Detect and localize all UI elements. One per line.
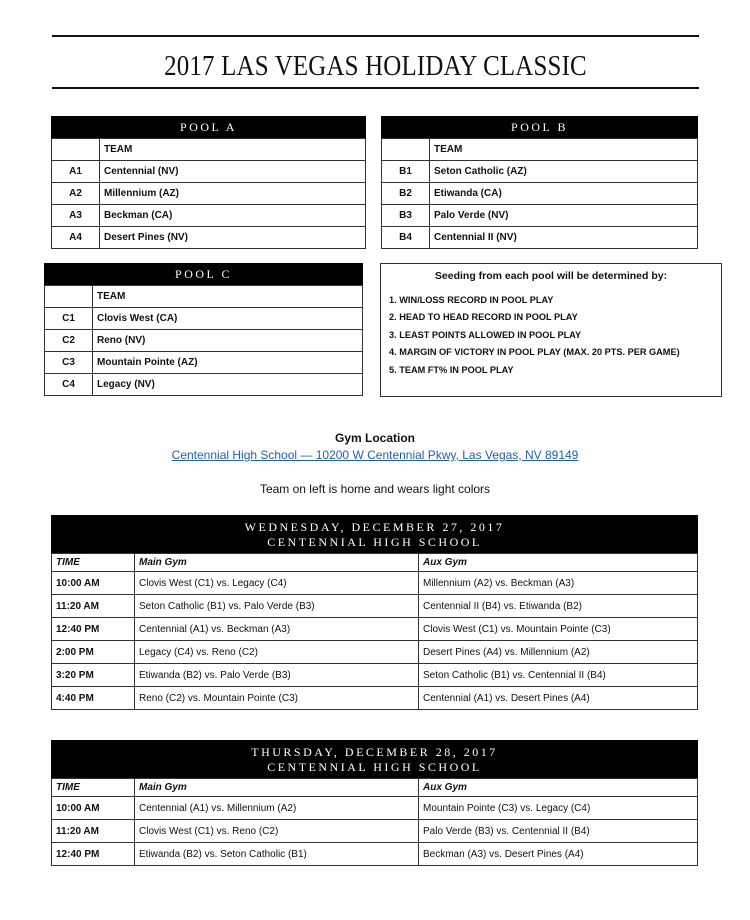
seeding-criterion: 4. MARGIN OF VICTORY IN POOL PLAY (MAX. 20 PTS. PER GAME) — [389, 347, 680, 358]
seed-label: A1 — [52, 161, 100, 183]
pool-c — [44, 263, 363, 396]
schedule-day-1 — [51, 515, 698, 710]
pool-table — [381, 138, 698, 249]
seed-label: C4 — [45, 374, 93, 396]
seed-label: C1 — [45, 308, 93, 330]
day-date: WEDNESDAY, DECEMBER 27, 2017 — [244, 520, 505, 534]
team-name: Beckman (CA) — [100, 205, 366, 227]
seed-label: B2 — [382, 183, 430, 205]
day-venue: CENTENNIAL HIGH SCHOOL — [267, 760, 482, 774]
schedule-table — [51, 553, 698, 710]
day-date: THURSDAY, DECEMBER 28, 2017 — [251, 745, 498, 759]
aux-gym-game: Mountain Pointe (C3) vs. Legacy (C4) — [419, 797, 698, 820]
team-name: Seton Catholic (AZ) — [430, 161, 698, 183]
time-column-header: TIME — [52, 779, 135, 797]
team-name: Palo Verde (NV) — [430, 205, 698, 227]
main-gym-game: Etiwanda (B2) vs. Palo Verde (B3) — [135, 664, 419, 687]
pool-header: POOL B — [381, 116, 698, 138]
seeding-criterion: 2. HEAD TO HEAD RECORD IN POOL PLAY — [389, 312, 578, 323]
page-title: 2017 LAS VEGAS HOLIDAY CLASSIC — [164, 50, 587, 82]
seed-label: A2 — [52, 183, 100, 205]
aux-gym-game: Beckman (A3) vs. Desert Pines (A4) — [419, 843, 698, 866]
seed-label: C3 — [45, 352, 93, 374]
pool-table — [51, 138, 366, 249]
main-gym-column-header: Main Gym — [135, 554, 419, 572]
game-time: 4:40 PM — [52, 687, 135, 710]
game-row — [52, 641, 698, 664]
aux-gym-game: Clovis West (C1) vs. Mountain Pointe (C3) — [419, 618, 698, 641]
pool-b — [381, 116, 698, 249]
seed-label: A4 — [52, 227, 100, 249]
seed-label: B4 — [382, 227, 430, 249]
top-rule — [52, 35, 699, 37]
aux-gym-game: Seton Catholic (B1) vs. Centennial II (B4) — [419, 664, 698, 687]
team-name: Legacy (NV) — [93, 374, 363, 396]
seed-label: C2 — [45, 330, 93, 352]
home-team-note: Team on left is home and wears light colors — [259, 482, 491, 496]
seed-label: A3 — [52, 205, 100, 227]
team-name: Reno (NV) — [93, 330, 363, 352]
game-time: 2:00 PM — [52, 641, 135, 664]
game-time: 3:20 PM — [52, 664, 135, 687]
seeding-criteria-box — [380, 263, 722, 397]
pool-header: POOL A — [51, 116, 366, 138]
game-row — [52, 572, 698, 595]
main-gym-game: Clovis West (C1) vs. Reno (C2) — [135, 820, 419, 843]
seeding-criteria-list — [389, 292, 713, 379]
seeding-title: Seeding from each pool will be determined by: — [434, 270, 668, 282]
game-row — [52, 595, 698, 618]
aux-gym-column-header: Aux Gym — [419, 779, 698, 797]
main-gym-column-header: Main Gym — [135, 779, 419, 797]
aux-gym-game: Palo Verde (B3) vs. Centennial II (B4) — [419, 820, 698, 843]
day-header — [51, 515, 698, 553]
main-gym-game: Centennial (A1) vs. Millennium (A2) — [135, 797, 419, 820]
team-name: Desert Pines (NV) — [100, 227, 366, 249]
aux-gym-game: Centennial (A1) vs. Desert Pines (A4) — [419, 687, 698, 710]
game-time: 11:20 AM — [52, 820, 135, 843]
gym-address-link[interactable]: Centennial High School — 10200 W Centennial Pkwy, Las Vegas, NV 89149 — [171, 448, 579, 462]
game-time: 11:20 AM — [52, 595, 135, 618]
game-time: 10:00 AM — [52, 572, 135, 595]
seeding-criterion: 1. WIN/LOSS RECORD IN POOL PLAY — [389, 295, 554, 305]
team-name: Centennial II (NV) — [430, 227, 698, 249]
seed-label: B1 — [382, 161, 430, 183]
aux-gym-game: Centennial II (B4) vs. Etiwanda (B2) — [419, 595, 698, 618]
pool-table — [44, 285, 363, 396]
team-column-header: TEAM — [430, 139, 698, 161]
day-venue: CENTENNIAL HIGH SCHOOL — [267, 535, 482, 549]
schedule-day-2 — [51, 740, 698, 866]
main-gym-game: Clovis West (C1) vs. Legacy (C4) — [135, 572, 419, 595]
pool-a — [51, 116, 366, 249]
day-header — [51, 740, 698, 778]
seed-label: B3 — [382, 205, 430, 227]
gym-location-heading: Gym Location — [334, 431, 415, 445]
time-column-header: TIME — [52, 554, 135, 572]
team-name: Mountain Pointe (AZ) — [93, 352, 363, 374]
game-row — [52, 618, 698, 641]
main-gym-game: Seton Catholic (B1) vs. Palo Verde (B3) — [135, 595, 419, 618]
game-time: 12:40 PM — [52, 618, 135, 641]
aux-gym-game: Desert Pines (A4) vs. Millennium (A2) — [419, 641, 698, 664]
pool-header: POOL C — [44, 263, 363, 285]
game-row — [52, 843, 698, 866]
main-gym-game: Reno (C2) vs. Mountain Pointe (C3) — [135, 687, 419, 710]
aux-gym-game: Millennium (A2) vs. Beckman (A3) — [419, 572, 698, 595]
game-time: 10:00 AM — [52, 797, 135, 820]
seeding-criterion: 5. TEAM FT% IN POOL PLAY — [389, 364, 514, 375]
team-name: Etiwanda (CA) — [430, 183, 698, 205]
game-time: 12:40 PM — [52, 843, 135, 866]
team-name: Clovis West (CA) — [93, 308, 363, 330]
main-gym-game: Centennial (A1) vs. Beckman (A3) — [135, 618, 419, 641]
title-underline — [52, 87, 699, 89]
game-row — [52, 687, 698, 710]
game-row — [52, 664, 698, 687]
seeding-criterion: 3. LEAST POINTS ALLOWED IN POOL PLAY — [389, 329, 582, 340]
team-column-header: TEAM — [93, 286, 363, 308]
schedule-table — [51, 778, 698, 866]
main-gym-game: Legacy (C4) vs. Reno (C2) — [135, 641, 419, 664]
team-name: Centennial (NV) — [100, 161, 366, 183]
main-gym-game: Etiwanda (B2) vs. Seton Catholic (B1) — [135, 843, 419, 866]
aux-gym-column-header: Aux Gym — [419, 554, 698, 572]
team-column-header: TEAM — [100, 139, 366, 161]
team-name: Millennium (AZ) — [100, 183, 366, 205]
game-row — [52, 797, 698, 820]
game-row — [52, 820, 698, 843]
